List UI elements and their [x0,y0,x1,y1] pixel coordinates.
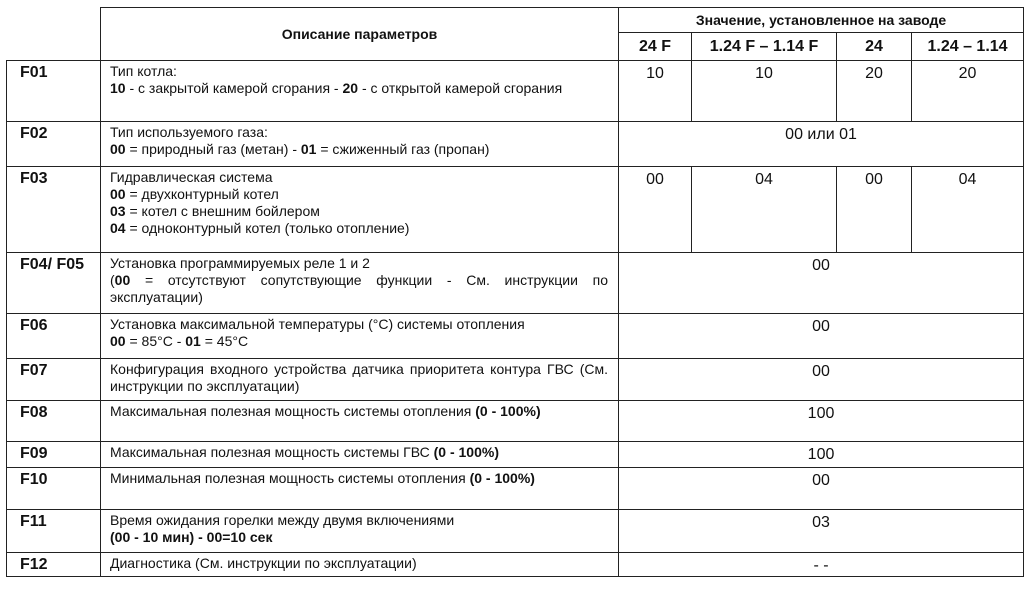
parameter-description: Максимальная полезная мощность системы ГВС (0 - 100%) [101,442,619,468]
parameter-code: F07 [7,359,101,401]
description-header: Описание параметров [101,8,619,61]
parameter-code: F12 [7,553,101,577]
table-row [7,553,1024,577]
model-header: 1.24 F – 1.14 F [692,33,837,61]
factory-value: 04 [912,167,1024,253]
factory-value: 03 [619,510,1024,553]
model-header: 24 [837,33,912,61]
header-row [7,8,1024,33]
factory-value: 10 [692,61,837,122]
parameter-code: F08 [7,401,101,442]
factory-value: 00 [837,167,912,253]
table-row [7,468,1024,510]
parameter-description: Максимальная полезная мощность системы отопления (0 - 100%) [101,401,619,442]
factory-value: 00 [619,468,1024,510]
parameter-code: F06 [7,314,101,359]
table-row [7,442,1024,468]
factory-value: 100 [619,442,1024,468]
factory-value: 00 [619,167,692,253]
parameter-description: Минимальная полезная мощность системы отопления (0 - 100%) [101,468,619,510]
factory-value: 04 [692,167,837,253]
parameter-description: Время ожидания горелки между двумя включениями (00 - 10 мин) - 00=10 сек [101,510,619,553]
parameter-description: Диагностика (См. инструкции по эксплуатации) [101,553,619,577]
table-row [7,122,1024,167]
parameter-description: Установка программируемых реле 1 и 2 (00 = отсутствуют сопутствующие функции - См. инструкции по эксплуатации) [101,253,619,314]
factory-value: 20 [912,61,1024,122]
table-row [7,314,1024,359]
parameter-code: F04/ F05 [7,253,101,314]
table-row [7,510,1024,553]
parameter-code: F01 [7,61,101,122]
table-row [7,253,1024,314]
parameters-table [6,7,1024,577]
model-header: 24 F [619,33,692,61]
parameter-code: F09 [7,442,101,468]
factory-value: 00 [619,359,1024,401]
table-row [7,167,1024,253]
parameter-description: Гидравлическая система 00 = двухконтурный котел 03 = котел с внешним бойлером 04 = одноконтурный котел (только отопление) [101,167,619,253]
table-row [7,401,1024,442]
factory-value: 00 или 01 [619,122,1024,167]
factory-value: 00 [619,253,1024,314]
table-row [7,359,1024,401]
corner-cell [7,8,101,61]
parameter-description: Установка максимальной температуры (°C) системы отопления 00 = 85°C - 01 = 45°C [101,314,619,359]
factory-value: 00 [619,314,1024,359]
parameter-description: Тип используемого газа: 00 = природный газ (метан) - 01 = сжиженный газ (пропан) [101,122,619,167]
parameter-description: Конфигурация входного устройства датчика приоритета контура ГВС (См. инструкции по эксплуатации) [101,359,619,401]
factory-value-header: Значение, установленное на заводе [619,8,1024,33]
parameter-description: Тип котла: 10 - с закрытой камерой сгорания - 20 - с открытой камерой сгорания [101,61,619,122]
factory-value: 100 [619,401,1024,442]
parameter-code: F11 [7,510,101,553]
table-row [7,61,1024,122]
parameter-code: F03 [7,167,101,253]
parameter-code: F10 [7,468,101,510]
factory-value: - - [619,553,1024,577]
parameter-code: F02 [7,122,101,167]
factory-value: 10 [619,61,692,122]
factory-value: 20 [837,61,912,122]
model-header: 1.24 – 1.14 [912,33,1024,61]
